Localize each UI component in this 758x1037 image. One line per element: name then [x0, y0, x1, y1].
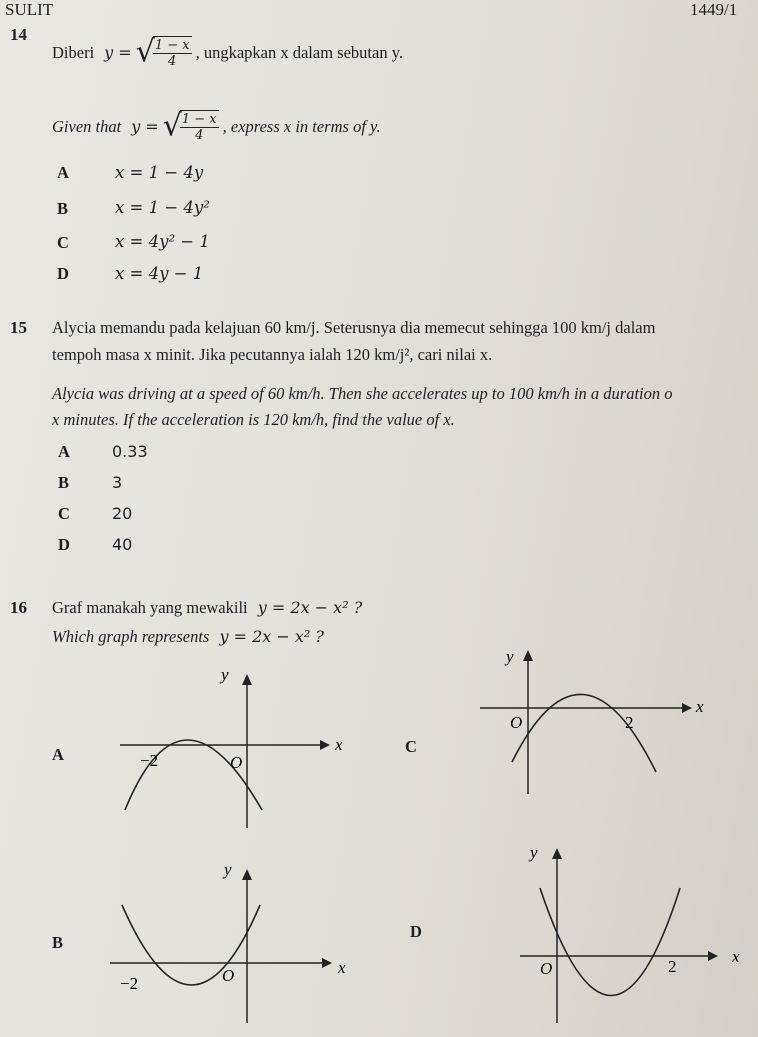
- q14-option-d-letter[interactable]: D: [57, 264, 69, 283]
- graph-b-y-label: y: [224, 860, 232, 879]
- q16-equation-en: y = 2x − x² ?: [219, 627, 324, 646]
- q14-english-stem: [52, 110, 381, 143]
- q16-malay: [52, 598, 362, 618]
- radical-sign: √: [162, 108, 182, 144]
- graph-d-x-arrow: [708, 951, 718, 961]
- graph-b-origin: O: [222, 966, 235, 985]
- graph-b-x-arrow: [322, 958, 332, 968]
- graph-c-x-arrow: [682, 703, 692, 713]
- q16-option-c-letter[interactable]: C: [405, 737, 417, 756]
- q15-option-b-text[interactable]: 3: [112, 473, 123, 492]
- graph-b-tick: −2: [120, 974, 139, 993]
- graph-d[interactable]: [480, 838, 755, 1028]
- q14-eq-lhs: y =: [104, 43, 132, 62]
- graph-b[interactable]: [100, 855, 370, 1025]
- graph-d-x-label: x: [732, 947, 740, 966]
- graph-c-tick: 2: [625, 713, 634, 732]
- q16-english: [52, 627, 324, 647]
- q16-option-b-letter[interactable]: B: [52, 933, 64, 952]
- graph-d-origin: O: [540, 959, 553, 978]
- q16-option-a-letter[interactable]: A: [52, 745, 64, 764]
- graph-d-y-label: y: [530, 843, 538, 862]
- q14-option-a-letter[interactable]: A: [57, 163, 69, 182]
- header-right: 1449/1: [690, 0, 738, 19]
- q14-option-a-text[interactable]: x = 1 − 4y: [115, 163, 204, 182]
- q14-malay-stem: [52, 36, 403, 69]
- q14-option-b-letter[interactable]: B: [57, 199, 69, 218]
- q14-sqrt-en: [163, 110, 219, 143]
- q14-option-c-letter[interactable]: C: [57, 233, 69, 252]
- graph-d-y-arrow: [552, 848, 562, 859]
- q16-english-text: Which graph represents: [52, 627, 210, 646]
- graph-a[interactable]: [100, 660, 360, 830]
- graph-a-origin: O: [230, 753, 243, 772]
- q15-option-b-letter[interactable]: B: [58, 473, 70, 492]
- q14-malay-prefix: Diberi: [52, 42, 95, 62]
- graph-b-y-arrow: [242, 869, 252, 880]
- q14-sqrt: [136, 36, 192, 69]
- q14-frac-den: 4: [168, 54, 177, 69]
- q15-option-c-text[interactable]: 20: [112, 504, 133, 523]
- graph-d-tick: 2: [668, 957, 677, 976]
- graph-c-y-label: y: [506, 647, 514, 666]
- graph-a-y-arrow: [242, 674, 252, 685]
- q16-malay-text: Graf manakah yang mewakili: [52, 598, 248, 617]
- graph-c-origin: O: [510, 713, 523, 732]
- graph-c-x-label: x: [696, 697, 704, 716]
- header-left: SULIT: [5, 0, 54, 19]
- q14-option-c-text[interactable]: x = 4y² − 1: [115, 232, 210, 251]
- q15-malay-line2: tempoh masa x minit. Jika pecutannya ialah 120 km/j², cari nilai x.: [52, 345, 493, 364]
- graph-b-curve: [122, 905, 260, 985]
- q14-option-d-text[interactable]: x = 4y − 1: [115, 264, 204, 283]
- graph-c[interactable]: [470, 642, 730, 802]
- q14-english-suffix: , express x in terms of y.: [222, 116, 381, 136]
- q14-frac-num-en: 1 − x: [181, 112, 217, 127]
- q15-option-a-letter[interactable]: A: [58, 442, 70, 461]
- q16-equation: y = 2x − x² ?: [257, 598, 363, 617]
- q14-english-prefix: Given that: [52, 116, 122, 136]
- graph-c-curve: [512, 694, 656, 772]
- q15-option-d-letter[interactable]: D: [58, 535, 70, 554]
- q15-malay-line1: Alycia memandu pada kelajuan 60 km/j. Seterusnya dia memecut sehingga 100 km/j dalam: [52, 318, 656, 337]
- q14-malay-suffix: , ungkapkan x dalam sebutan y.: [195, 42, 403, 62]
- graph-a-tick: −2: [140, 751, 159, 770]
- graph-a-x-label: x: [335, 735, 343, 754]
- q14-number: 14: [10, 25, 27, 44]
- q15-option-c-letter[interactable]: C: [58, 504, 70, 523]
- q16-option-d-letter[interactable]: D: [410, 922, 422, 941]
- graph-c-y-arrow: [523, 650, 533, 661]
- graph-a-y-label: y: [221, 665, 229, 684]
- q14-option-b-text[interactable]: x = 1 − 4y²: [115, 198, 210, 217]
- q15-option-a-text[interactable]: 0.33: [112, 442, 148, 461]
- q14-frac-num: 1 − x: [154, 38, 190, 53]
- q14-frac-den-en: 4: [195, 128, 204, 143]
- graph-a-x-arrow: [320, 740, 330, 750]
- q15-number: 15: [10, 318, 27, 337]
- q15-english-line1: Alycia was driving at a speed of 60 km/h. Then she accelerates up to 100 km/h in a duration o: [52, 384, 673, 403]
- q15-option-d-text[interactable]: 40: [112, 535, 133, 554]
- q15-english-line2: x minutes. If the acceleration is 120 km/h, find the value of x.: [52, 410, 455, 429]
- graph-d-curve: [540, 888, 680, 996]
- q14-eq-lhs-en: y =: [131, 117, 159, 136]
- radical-sign: √: [135, 34, 155, 70]
- q16-number: 16: [10, 598, 27, 617]
- graph-b-x-label: x: [338, 958, 346, 977]
